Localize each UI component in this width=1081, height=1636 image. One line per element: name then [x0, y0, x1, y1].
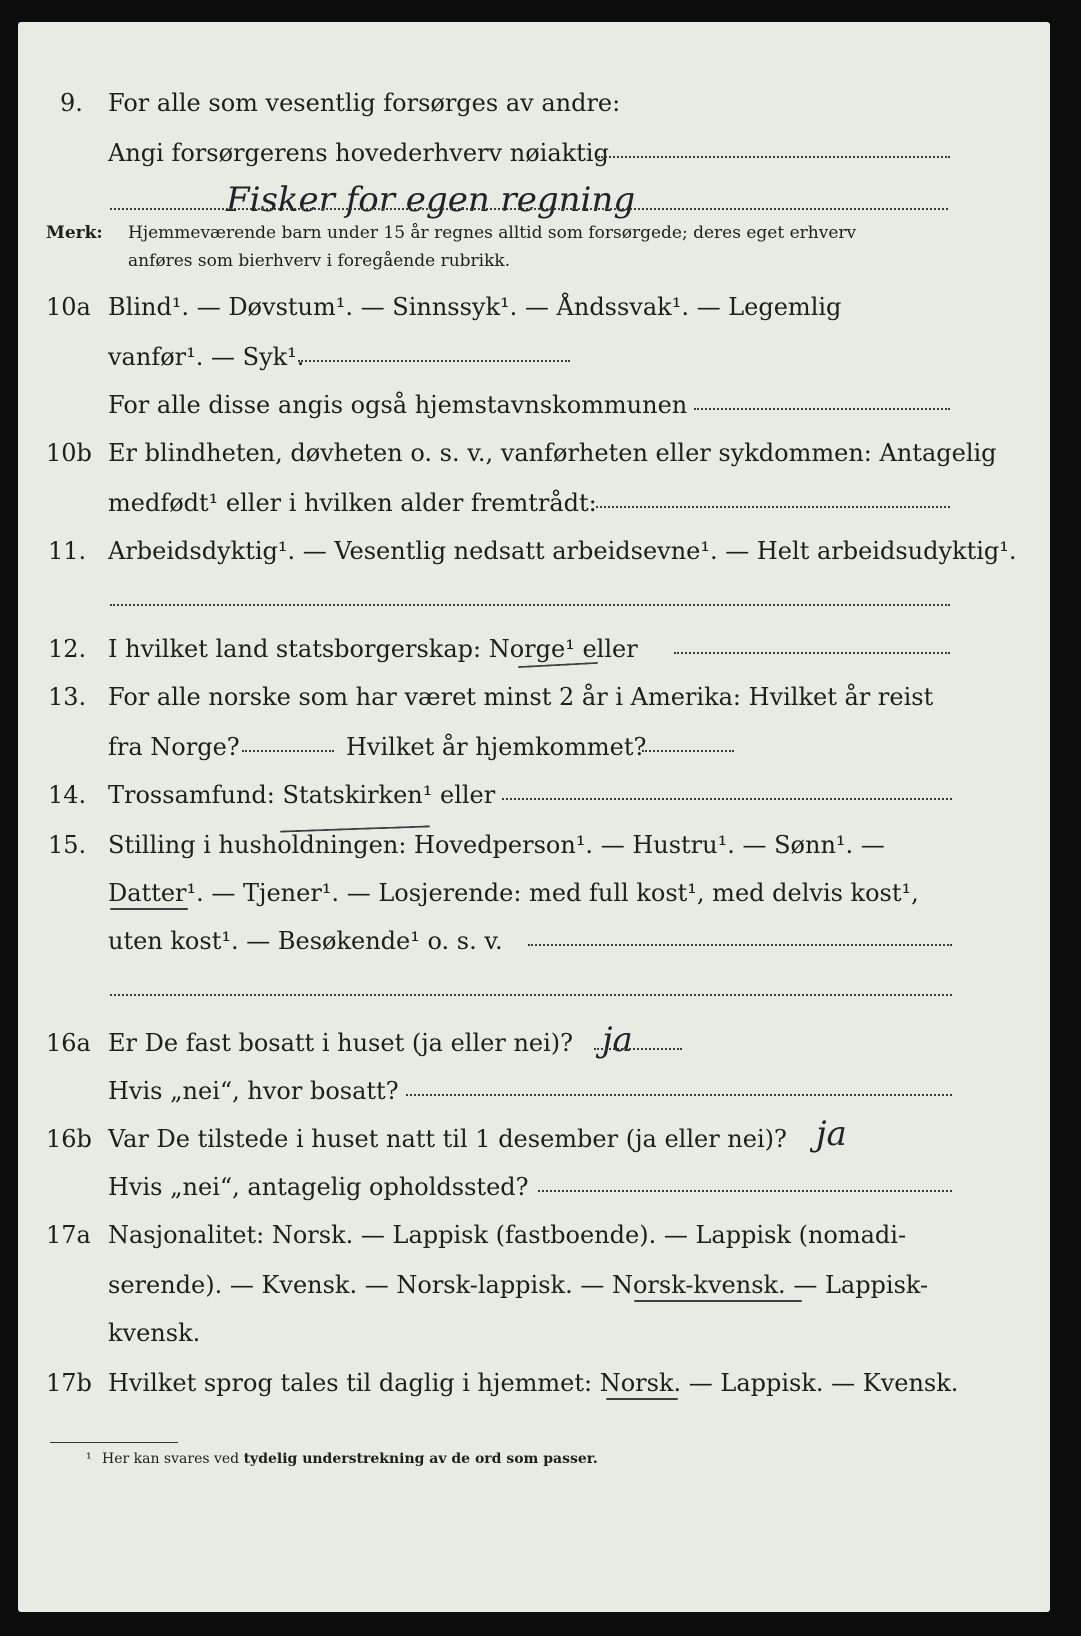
question-number-11: 11.	[48, 537, 87, 565]
q10b-line2: medfødt¹ eller i hvilken alder fremtrådt:	[108, 489, 597, 517]
q16a-residence-line	[406, 1094, 952, 1096]
q16b-location-line	[538, 1190, 952, 1192]
q16a-answer-line	[594, 1048, 682, 1050]
q14-answer-line	[502, 798, 952, 800]
q11-answer-line	[110, 604, 950, 606]
q10a-municipality-line	[694, 408, 950, 410]
q9-line1: For alle som vesentlig forsørges av andre:	[108, 89, 621, 117]
census-form-page	[18, 22, 1050, 1612]
question-number-10b: 10b	[46, 439, 92, 467]
question-number-16b: 16b	[46, 1125, 92, 1153]
q9-line2: Angi forsørgerens hovederhverv nøiaktig	[108, 139, 609, 167]
q16b-handwritten-answer: ja	[816, 1114, 847, 1154]
q17a-line1: Nasjonalitet: Norsk. — Lappisk (fastboende). — Lappisk (nomadi-	[108, 1221, 907, 1249]
q15-line1: Stilling i husholdningen: Hovedperson¹. — Hustru¹. — Sønn¹. —	[108, 831, 885, 859]
q13-departed-line	[242, 750, 334, 752]
q16b-line1: Var De tilstede i huset natt til 1 desember (ja eller nei)?	[108, 1125, 787, 1153]
q17a-line3: kvensk.	[108, 1319, 201, 1347]
q9-answer-line	[598, 156, 950, 158]
question-number-17a: 17a	[46, 1221, 91, 1249]
note-line2: anføres som bierhverv i foregående rubrikk.	[128, 251, 511, 271]
question-number-17b: 17b	[46, 1369, 92, 1397]
q17a-line2: serende). — Kvensk. — Norsk-lappisk. — Norsk-kvensk. — Lappisk-	[108, 1271, 929, 1299]
question-number-15: 15.	[48, 831, 87, 859]
q15-answer-line-2	[110, 994, 952, 996]
question-number-14: 14.	[48, 781, 87, 809]
q13-returned-line	[642, 750, 734, 752]
q10b-answer-line	[596, 506, 950, 508]
q10a-sick-line	[298, 360, 570, 362]
q13-line2b: Hvilket år hjemkommet?	[346, 733, 647, 761]
q12-answer-line	[674, 652, 950, 654]
q16a-line1: Er De fast bosatt i huset (ja eller nei)?	[108, 1029, 574, 1057]
note-label: Merk:	[46, 223, 103, 243]
q14-line1: Trossamfund: Statskirken¹ eller	[108, 781, 496, 809]
question-number-12: 12.	[48, 635, 87, 663]
footnote-text-b: tydelig understrekning av de ord som passer.	[243, 1451, 598, 1467]
footnote	[102, 1450, 598, 1468]
footnote-text-a: Her kan svares ved	[102, 1451, 244, 1467]
q15-line3: uten kost¹. — Besøkende¹ o. s. v.	[108, 927, 503, 955]
q16a-handwritten-answer: ja	[602, 1020, 633, 1060]
q11-line1: Arbeidsdyktig¹. — Vesentlig nedsatt arbeidsevne¹. — Helt arbeidsudyktig¹.	[108, 537, 1017, 565]
q15-answer-line	[528, 944, 952, 946]
q16b-line2: Hvis „nei“, antagelig opholdssted?	[108, 1173, 529, 1201]
footnote-rule	[50, 1442, 178, 1443]
footnote-mark: ¹	[86, 1451, 92, 1467]
question-number-10a: 10a	[46, 293, 91, 321]
q10b-line1: Er blindheten, døvheten o. s. v., vanførheten eller sykdommen: Antagelig	[108, 439, 997, 467]
q17a-norsk-kvensk-underline	[634, 1300, 802, 1302]
q9-answer-line-2	[110, 208, 948, 210]
q10a-line1: Blind¹. — Døvstum¹. — Sinnssyk¹. — Åndssvak¹. — Legemlig	[108, 293, 842, 321]
q13-line1: For alle norske som har været minst 2 år i Amerika: Hvilket år reist	[108, 683, 934, 711]
q13-line2: fra Norge?	[108, 733, 240, 761]
note-line1: Hjemmeværende barn under 15 år regnes alltid som forsørgede; deres eget erhverv	[128, 223, 857, 243]
q9-handwritten-answer: Fisker for egen regning	[226, 180, 636, 220]
question-number-16a: 16a	[46, 1029, 91, 1057]
q10a-line3: For alle disse angis også hjemstavnskommunen	[108, 391, 688, 419]
q16a-line2: Hvis „nei“, hvor bosatt?	[108, 1077, 399, 1105]
q10a-line2: vanfør¹. — Syk¹.	[108, 343, 305, 371]
q15-line2: Datter¹. — Tjener¹. — Losjerende: med full kost¹, med delvis kost¹,	[108, 879, 919, 907]
question-number-13: 13.	[48, 683, 87, 711]
q15-datter-underline	[110, 908, 188, 910]
q17b-norsk-underline	[606, 1398, 678, 1400]
q17b-line1: Hvilket sprog tales til daglig i hjemmet: Norsk. — Lappisk. — Kvensk.	[108, 1369, 959, 1397]
question-number-9: 9.	[60, 89, 83, 117]
q12-line1: I hvilket land statsborgerskap: Norge¹ eller	[108, 635, 638, 663]
